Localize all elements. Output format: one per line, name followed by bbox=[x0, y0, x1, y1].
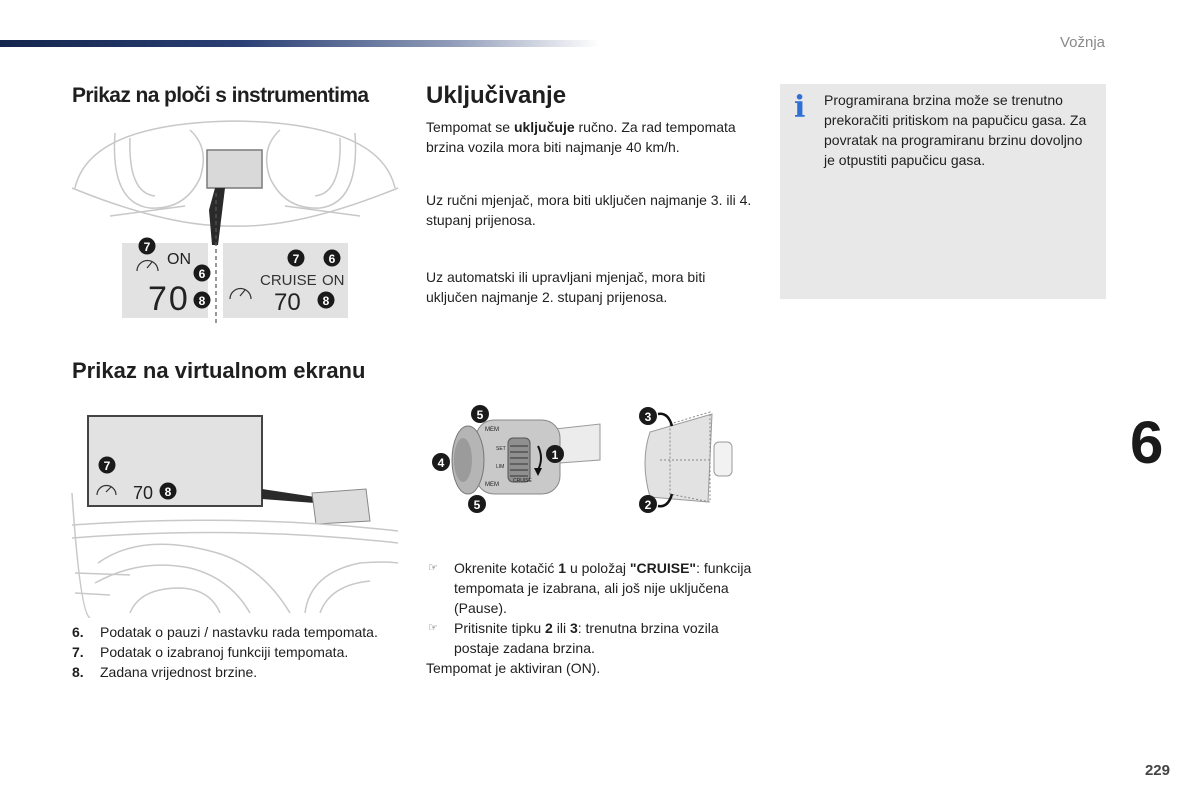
step-bullet-icon: ☞ bbox=[428, 622, 438, 634]
legend-number: 6. bbox=[72, 624, 84, 640]
callout-3: 3 bbox=[644, 410, 652, 424]
virtual-screen-illustration bbox=[70, 413, 400, 618]
stalk-label-mem-2: MEM bbox=[485, 482, 499, 488]
after-steps-text: Tempomat je aktiviran (ON). bbox=[426, 660, 601, 676]
legend-item bbox=[72, 662, 392, 682]
virtual-speed-text: 70 bbox=[133, 483, 154, 503]
header-bar bbox=[0, 40, 600, 47]
info-box bbox=[780, 84, 1106, 299]
stalk-label-set: SET bbox=[496, 446, 506, 452]
info-text: Programirana brzina može se trenutno prekoračiti pritiskom na papučicu gasa. Za povratak na programiranu brzinu dovoljno je otpustiti papučicu gasa. bbox=[824, 92, 1087, 168]
step-bullet-icon: ☞ bbox=[428, 562, 438, 574]
callout-6: 6 bbox=[328, 252, 336, 266]
display-on-text: ON bbox=[167, 251, 191, 268]
display-speed-text-2: 70 bbox=[274, 289, 301, 316]
callout-2: 2 bbox=[644, 498, 652, 512]
display-on-text-2: ON bbox=[322, 272, 345, 289]
display-cruise-text: CRUISE bbox=[260, 272, 317, 289]
chapter-number: 6 bbox=[1130, 409, 1164, 476]
callout-5-lower: 5 bbox=[473, 498, 481, 512]
section-title: Vožnja bbox=[1059, 34, 1105, 51]
callout-8: 8 bbox=[322, 294, 330, 308]
callout-4: 4 bbox=[437, 456, 445, 470]
page-number: 229 bbox=[1144, 762, 1170, 779]
stalk-label-cruise: CRUISE bbox=[513, 478, 532, 484]
legend-item bbox=[72, 622, 392, 642]
cruise-stalk-illustration bbox=[428, 402, 603, 517]
cruise-buttons-illustration bbox=[630, 402, 750, 517]
heading-instrument-panel: Prikaz na ploči s instrumentima bbox=[72, 84, 369, 107]
callout-5: 5 bbox=[476, 408, 484, 422]
enabling-paragraph-1: Tempomat se uključuje ručno. Za rad tempomata brzina vozila mora biti najmanje 40 km/h. bbox=[426, 119, 736, 155]
callout-7: 7 bbox=[292, 252, 300, 266]
legend-text: Podatak o izabranoj funkciji tempomata. bbox=[100, 644, 349, 660]
callout-6: 6 bbox=[198, 267, 206, 281]
instrument-panel-illustration bbox=[70, 118, 400, 323]
enabling-paragraph-3: Uz automatski ili upravljani mjenjač, mora biti uključen najmanje 2. stupanj prijenosa. bbox=[426, 269, 706, 305]
callout-1: 1 bbox=[551, 448, 559, 462]
legend-item bbox=[72, 642, 392, 662]
callout-8: 8 bbox=[164, 485, 172, 499]
legend-text: Podatak o pauzi / nastavku rada tempomata. bbox=[100, 624, 378, 640]
legend-list bbox=[72, 622, 392, 682]
enabling-paragraph-2: Uz ručni mjenjač, mora biti uključen najmanje 3. ili 4. stupanj prijenosa. bbox=[426, 192, 752, 228]
legend-number: 8. bbox=[72, 664, 84, 680]
steps-list bbox=[426, 558, 756, 678]
legend-text: Zadana vrijednost brzine. bbox=[100, 664, 258, 680]
step-item: ☞ Pritisnite tipku 2 ili 3: trenutna brzina vozila postaje zadana brzina. bbox=[428, 620, 719, 656]
heading-virtual-screen: Prikaz na virtualnom ekranu bbox=[72, 358, 366, 383]
legend-number: 7. bbox=[72, 644, 84, 660]
step-item: ☞ Okrenite kotačić 1 u položaj "CRUISE": funkcija tempomata je izabrana, ali još nije uključena (Pause). bbox=[428, 560, 752, 616]
stalk-label-lim: LIM bbox=[496, 464, 505, 470]
callout-8: 8 bbox=[198, 294, 206, 308]
callout-7: 7 bbox=[103, 459, 111, 473]
callout-7: 7 bbox=[143, 240, 151, 254]
info-icon: i bbox=[794, 90, 806, 125]
stalk-label-mem: MEM bbox=[485, 427, 499, 433]
heading-enabling: Uključivanje bbox=[426, 82, 567, 109]
display-speed-text: 70 bbox=[148, 280, 190, 318]
